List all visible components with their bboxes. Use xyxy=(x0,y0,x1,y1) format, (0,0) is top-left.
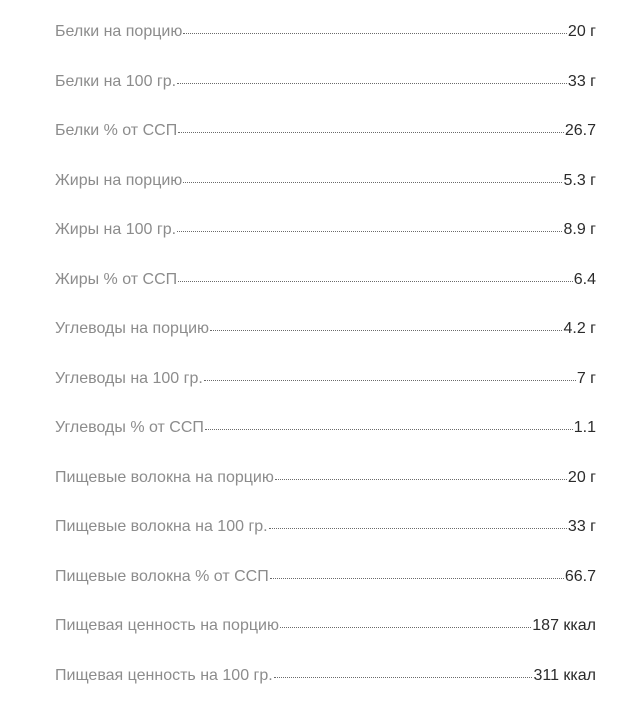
row-value: 4.2 г xyxy=(563,314,596,344)
row-value: 20 г xyxy=(568,463,596,493)
nutrition-row xyxy=(55,116,596,166)
nutrition-row xyxy=(55,166,596,216)
row-label: Пищевые волокна % от ССП xyxy=(55,562,269,592)
row-value: 66.7 xyxy=(565,562,596,592)
row-label: Белки на порцию xyxy=(55,17,182,47)
row-label: Пищевая ценность на 100 гр. xyxy=(55,661,273,691)
row-value: 26.7 xyxy=(565,116,596,146)
dotted-leader xyxy=(205,429,573,430)
nutrition-row xyxy=(55,413,596,463)
dotted-leader xyxy=(204,380,576,381)
row-label: Пищевые волокна на 100 гр. xyxy=(55,512,268,542)
row-label: Углеводы на порцию xyxy=(55,314,209,344)
row-label: Пищевая ценность на порцию xyxy=(55,611,279,641)
nutrition-row xyxy=(55,463,596,513)
nutrition-row xyxy=(55,364,596,414)
dotted-leader xyxy=(275,479,567,480)
row-value: 33 г xyxy=(568,512,596,542)
dotted-leader xyxy=(210,330,562,331)
row-label: Пищевые волокна на порцию xyxy=(55,463,274,493)
nutrition-row xyxy=(55,512,596,562)
nutrition-row xyxy=(55,611,596,661)
row-value: 6.4 xyxy=(574,265,596,295)
dotted-leader xyxy=(183,33,567,34)
dotted-leader xyxy=(178,281,573,282)
nutrition-row xyxy=(55,215,596,265)
row-value: 20 г xyxy=(568,17,596,47)
row-label: Жиры % от ССП xyxy=(55,265,177,295)
row-label: Белки на 100 гр. xyxy=(55,67,176,97)
nutrition-row xyxy=(55,265,596,315)
dotted-leader xyxy=(270,578,564,579)
nutrition-row xyxy=(55,17,596,67)
nutrition-list xyxy=(55,17,596,710)
row-value: 7 г xyxy=(577,364,596,394)
nutrition-row xyxy=(55,67,596,117)
nutrition-row xyxy=(55,314,596,364)
dotted-leader xyxy=(280,627,531,628)
dotted-leader xyxy=(274,677,533,678)
row-value: 8.9 г xyxy=(563,215,596,245)
row-value: 5.3 г xyxy=(563,166,596,196)
row-label: Углеводы % от ССП xyxy=(55,413,204,443)
row-value: 33 г xyxy=(568,67,596,97)
dotted-leader xyxy=(177,83,567,84)
dotted-leader xyxy=(183,182,562,183)
dotted-leader xyxy=(178,132,564,133)
nutrition-row xyxy=(55,661,596,710)
row-label: Жиры на порцию xyxy=(55,166,182,196)
dotted-leader xyxy=(177,231,562,232)
row-label: Белки % от ССП xyxy=(55,116,177,146)
row-label: Жиры на 100 гр. xyxy=(55,215,176,245)
dotted-leader xyxy=(269,528,567,529)
row-value: 1.1 xyxy=(574,413,596,443)
row-value: 311 ккал xyxy=(533,661,596,691)
row-value: 187 ккал xyxy=(532,611,596,641)
row-label: Углеводы на 100 гр. xyxy=(55,364,203,394)
nutrition-row xyxy=(55,562,596,612)
